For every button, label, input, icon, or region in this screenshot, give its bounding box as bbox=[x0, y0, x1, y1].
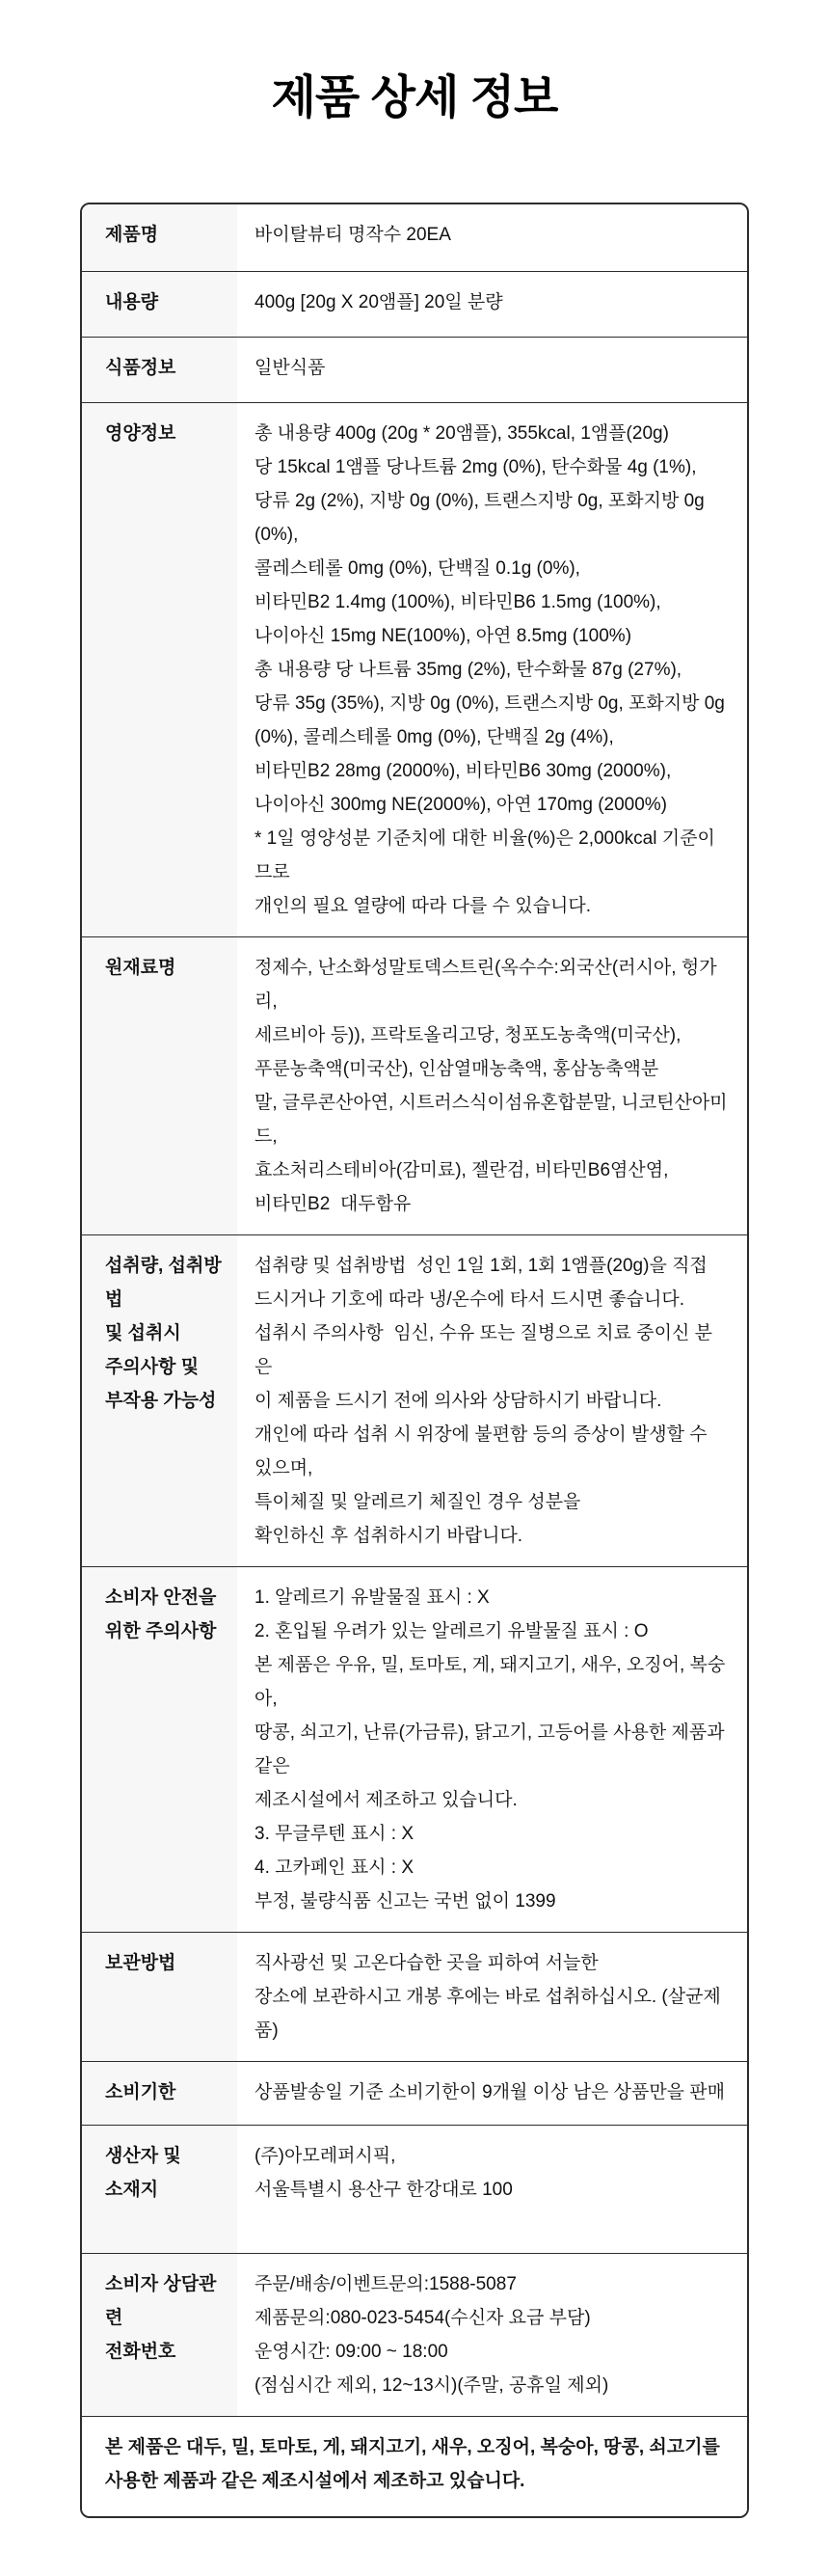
row-label-line: 생산자 및 bbox=[105, 2146, 181, 2166]
row-label-line: 부작용 가능성 bbox=[105, 1391, 217, 1411]
table-row bbox=[82, 1932, 747, 2061]
row-value-line: 주문/배송/이벤트문의:1588-5087 bbox=[254, 2274, 517, 2294]
row-value-line: 일반식품 bbox=[254, 358, 326, 378]
row-value-line: 비타민B2 대두함유 bbox=[254, 1194, 412, 1214]
row-value-line: 개인의 필요 열량에 따라 다를 수 있습니다. bbox=[254, 896, 591, 916]
row-value-line: 푸룬농축액(미국산), 인삼열매농축액, 홍삼농축액분 bbox=[254, 1059, 659, 1079]
row-label bbox=[82, 204, 237, 271]
row-value-line: 4. 고카페인 표시 : X bbox=[254, 1857, 414, 1878]
row-label-line: 소비자 안전을 bbox=[105, 1587, 217, 1608]
page-title: 제품 상세 정보 bbox=[271, 72, 558, 123]
row-label-line: 제품명 bbox=[105, 225, 159, 245]
row-value-line: 당 15kcal 1앰플 당나트륨 2mg (0%), 탄수화물 4g (1%), bbox=[254, 457, 697, 477]
row-value-line: 이 제품을 드시기 전에 의사와 상담하시기 바랍니다. bbox=[254, 1391, 662, 1411]
row-label-line: 원재료명 bbox=[105, 958, 176, 978]
row-label bbox=[82, 338, 237, 402]
row-value-line: 효소처리스테비아(감미료), 젤란검, 비타민B6염산염, bbox=[254, 1160, 669, 1180]
row-value-line: (점심시간 제외, 12~13시)(주말, 공휴일 제외) bbox=[254, 2375, 609, 2396]
row-label-line: 식품정보 bbox=[105, 358, 176, 378]
row-value-line: 바이탈뷰티 명작수 20EA bbox=[254, 225, 451, 245]
row-label-line: 영양정보 bbox=[105, 423, 176, 444]
row-value-line: 개인에 따라 섭취 시 위장에 불편함 등의 증상이 발생할 수 있으며, bbox=[254, 1424, 712, 1478]
table-row bbox=[82, 1234, 747, 1566]
row-value-line: 비타민B2 28mg (2000%), 비타민B6 30mg (2000%), bbox=[254, 761, 672, 781]
row-value bbox=[237, 2126, 747, 2253]
row-value-line: 장소에 보관하시고 개봉 후에는 바로 섭취하십시오. (살균제품) bbox=[254, 1987, 721, 2041]
row-value-line: 총 내용량 400g (20g * 20앰플), 355kcal, 1앰플(20g) bbox=[254, 423, 669, 444]
row-label bbox=[82, 1235, 237, 1566]
row-label-line: 위한 주의사항 bbox=[105, 1621, 217, 1641]
row-label-line: 소비기한 bbox=[105, 2082, 176, 2102]
row-value-line: (0%), 콜레스테롤 0mg (0%), 단백질 2g (4%), bbox=[254, 727, 614, 747]
row-value-line: 당류 2g (2%), 지방 0g (0%), 트랜스지방 0g, 포화지방 0g (0%), bbox=[254, 491, 709, 545]
product-info-table bbox=[80, 203, 749, 2518]
row-value-line: 부정, 불량식품 신고는 국번 없이 1399 bbox=[254, 1891, 556, 1912]
row-label-line: 및 섭취시 bbox=[105, 1323, 181, 1343]
row-value-line: 직사광선 및 고온다습한 곳을 피하여 서늘한 bbox=[254, 1953, 599, 1973]
table-row bbox=[82, 402, 747, 936]
row-value-line: 운영시간: 09:00 ~ 18:00 bbox=[254, 2342, 448, 2362]
row-value-line: 400g [20g X 20앰플] 20일 분량 bbox=[254, 292, 503, 312]
row-value-line: 서울특별시 용산구 한강대로 100 bbox=[254, 2180, 513, 2200]
row-value-line: 2. 혼입될 우려가 있는 알레르기 유발물질 표시 : O bbox=[254, 1621, 649, 1641]
footer-note-line: 본 제품은 대두, 밀, 토마토, 게, 돼지고기, 새우, 오징어, 복숭아, 땅콩, 쇠고기를 bbox=[105, 2437, 720, 2457]
row-value bbox=[237, 1933, 747, 2061]
row-value-line: 총 내용량 당 나트륨 35mg (2%), 탄수화물 87g (27%), bbox=[254, 660, 682, 680]
row-value bbox=[237, 1235, 747, 1566]
footer-note-line: 사용한 제품과 같은 제조시설에서 제조하고 있습니다. bbox=[105, 2471, 525, 2491]
row-value-line: 드시거나 기호에 따라 냉/온수에 타서 드시면 좋습니다. bbox=[254, 1289, 685, 1310]
table-row bbox=[82, 1566, 747, 1932]
row-value-line: 3. 무글루텐 표시 : X bbox=[254, 1824, 414, 1844]
table-row bbox=[82, 337, 747, 402]
row-value-line: (주)아모레퍼시픽, bbox=[254, 2146, 396, 2166]
row-value-line: 섭취시 주의사항 임신, 수유 또는 질병으로 치료 중이신 분은 bbox=[254, 1323, 712, 1377]
row-value-line: 나이아신 300mg NE(2000%), 아연 170mg (2000%) bbox=[254, 795, 668, 815]
row-label bbox=[82, 2254, 237, 2416]
row-value bbox=[237, 403, 747, 936]
row-label bbox=[82, 937, 237, 1234]
row-value-line: 세르비아 등)), 프락토올리고당, 청포도농축액(미국산), bbox=[254, 1025, 682, 1045]
row-value-line: 1. 알레르기 유발물질 표시 : X bbox=[254, 1587, 490, 1608]
row-value-line: 나이아신 15mg NE(100%), 아연 8.5mg (100%) bbox=[254, 626, 632, 646]
row-label-line: 내용량 bbox=[105, 292, 159, 312]
table-row bbox=[82, 271, 747, 337]
row-label-line: 주의사항 및 bbox=[105, 1357, 200, 1377]
row-value bbox=[237, 338, 747, 402]
row-value-line: 비타민B2 1.4mg (100%), 비타민B6 1.5mg (100%), bbox=[254, 592, 661, 612]
table-row bbox=[82, 204, 747, 271]
row-label bbox=[82, 2062, 237, 2125]
row-value bbox=[237, 2254, 747, 2416]
row-value-line: 말, 글루콘산아연, 시트러스식이섬유혼합분말, 니코틴산아미드, bbox=[254, 1093, 728, 1147]
row-label bbox=[82, 272, 237, 337]
row-value-line: 땅콩, 쇠고기, 난류(가금류), 닭고기, 고등어를 사용한 제품과 같은 bbox=[254, 1722, 730, 1776]
row-label bbox=[82, 2126, 237, 2253]
row-label-line: 소비자 상담관련 bbox=[105, 2274, 217, 2328]
row-label bbox=[82, 403, 237, 936]
row-value-line: 상품발송일 기준 소비기한이 9개월 이상 남은 상품만을 판매 bbox=[254, 2082, 726, 2102]
row-label-line: 보관방법 bbox=[105, 1953, 176, 1973]
row-label-line: 전화번호 bbox=[105, 2342, 176, 2362]
table-row bbox=[82, 2061, 747, 2125]
row-value-line: 콜레스테롤 0mg (0%), 단백질 0.1g (0%), bbox=[254, 558, 580, 579]
row-value-line: 특이체질 및 알레르기 체질인 경우 성분을 bbox=[254, 1492, 581, 1512]
row-value-line: 본 제품은 우유, 밀, 토마토, 게, 돼지고기, 새우, 오징어, 복숭아, bbox=[254, 1655, 726, 1709]
row-value-line: 섭취량 및 섭취방법 성인 1일 1회, 1회 1앰플(20g)을 직접 bbox=[254, 1256, 708, 1276]
row-value bbox=[237, 272, 747, 337]
row-value-line: 제품문의:080-023-5454(수신자 요금 부담) bbox=[254, 2308, 591, 2328]
row-label-line: 섭취량, 섭취방법 bbox=[105, 1256, 222, 1310]
row-value-line: * 1일 영양성분 기준치에 대한 비율(%)은 2,000kcal 기준이므로 bbox=[254, 828, 715, 882]
row-label-line: 소재지 bbox=[105, 2180, 159, 2200]
table-row bbox=[82, 2125, 747, 2253]
row-value bbox=[237, 1567, 747, 1932]
row-value-line: 정제수, 난소화성말토덱스트린(옥수수:외국산(러시아, 헝가리, bbox=[254, 958, 717, 1012]
row-value bbox=[237, 204, 747, 271]
row-value-line: 확인하신 후 섭취하시기 바랍니다. bbox=[254, 1526, 523, 1546]
table-footer-note bbox=[82, 2416, 747, 2516]
row-value-line: 제조시설에서 제조하고 있습니다. bbox=[254, 1790, 518, 1810]
row-value bbox=[237, 937, 747, 1234]
row-value-line: 당류 35g (35%), 지방 0g (0%), 트랜스지방 0g, 포화지방 0g bbox=[254, 693, 725, 714]
table-row bbox=[82, 936, 747, 1234]
row-label bbox=[82, 1933, 237, 2061]
table-row bbox=[82, 2253, 747, 2416]
row-value bbox=[237, 2062, 747, 2125]
row-label bbox=[82, 1567, 237, 1932]
